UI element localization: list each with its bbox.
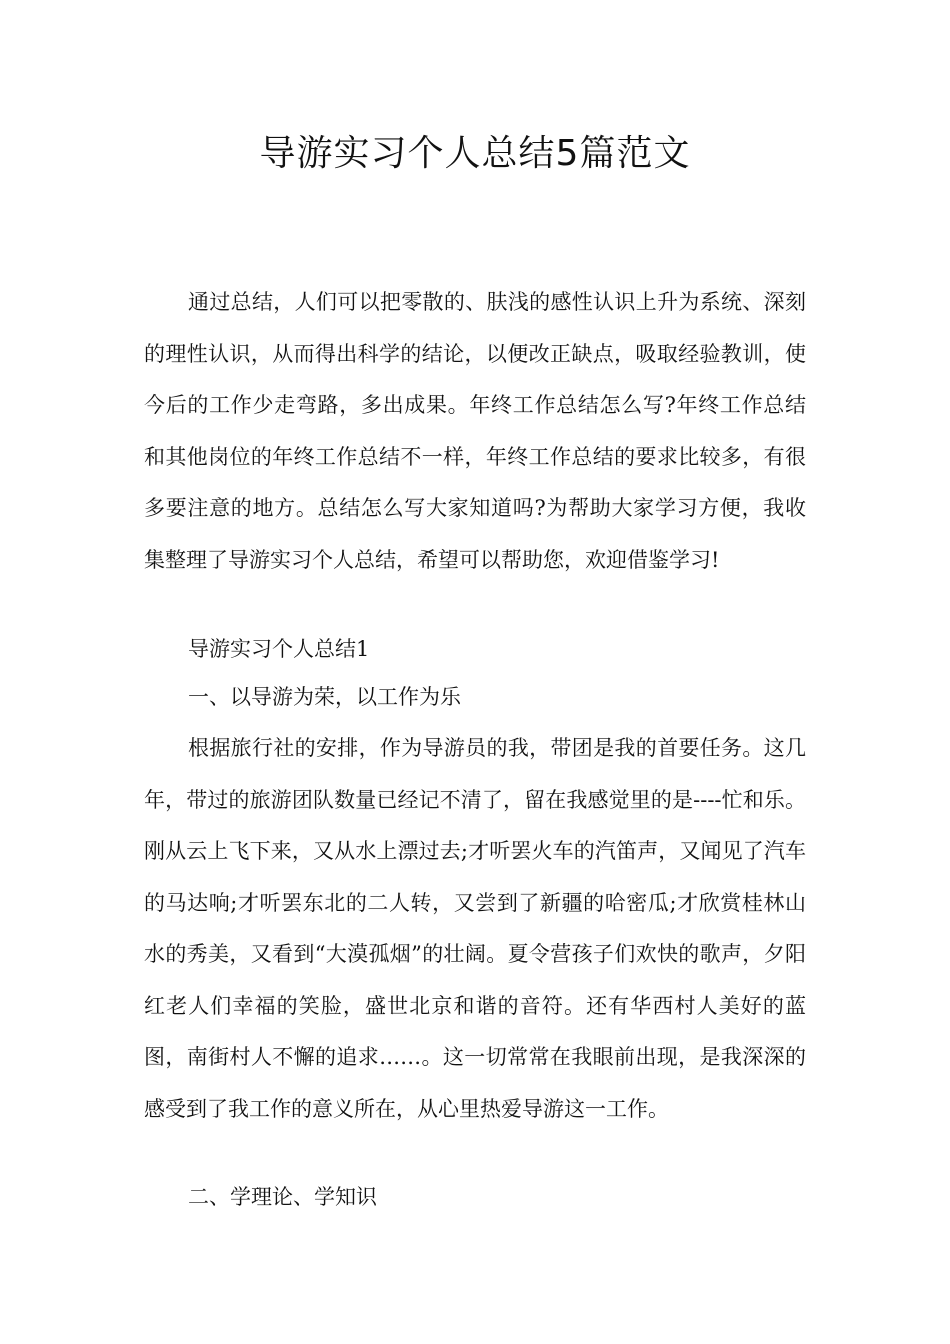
intro-paragraph: 通过总结，人们可以把零散的、肤浅的感性认识上升为系统、深刻的理性认识，从而得出科学的结论，以便改正缺点，吸取经验教训，使今后的工作少走弯路，多出成果。年终工作总结怎么写?年终工作总结和其他岗位的年终工作总结不一样，年终工作总结的要求比较多，有很多要注意的地方。总结怎么写大家知道吗?为帮助大家学习方便，我收集整理了导游实习个人总结，希望可以帮助您，欢迎借鉴学习!	[144, 290, 806, 572]
body-paragraph-1: 根据旅行社的安排，作为导游员的我，带团是我的首要任务。这几年，带过的旅游团队数量已经记不清了，留在我感觉里的是----忙和乐。刚从云上飞下来，又从水上漂过去;才听罢火车的汽笛声，又闻见了汽车的马达响;才听罢东北的二人转，又尝到了新疆的哈密瓜;才欣赏桂林山水的秀美，又看到“大漠孤烟”的壮阔。夏令营孩子们欢快的歌声，夕阳红老人们幸福的笑脸，盛世北京和谐的音符。还有华西村人美好的蓝图，南街村人不懈的追求……。这一切常常在我眼前出现，是我深深的感受到了我工作的意义所在，从心里热爱导游这一工作。	[144, 736, 806, 1121]
heading-1: 一、以导游为荣，以工作为乐	[188, 685, 461, 709]
section-title-1: 导游实习个人总结1	[188, 637, 370, 661]
heading-2: 二、学理论、学知识	[188, 1185, 377, 1209]
document-title: 导游实习个人总结5篇范文	[259, 133, 691, 174]
